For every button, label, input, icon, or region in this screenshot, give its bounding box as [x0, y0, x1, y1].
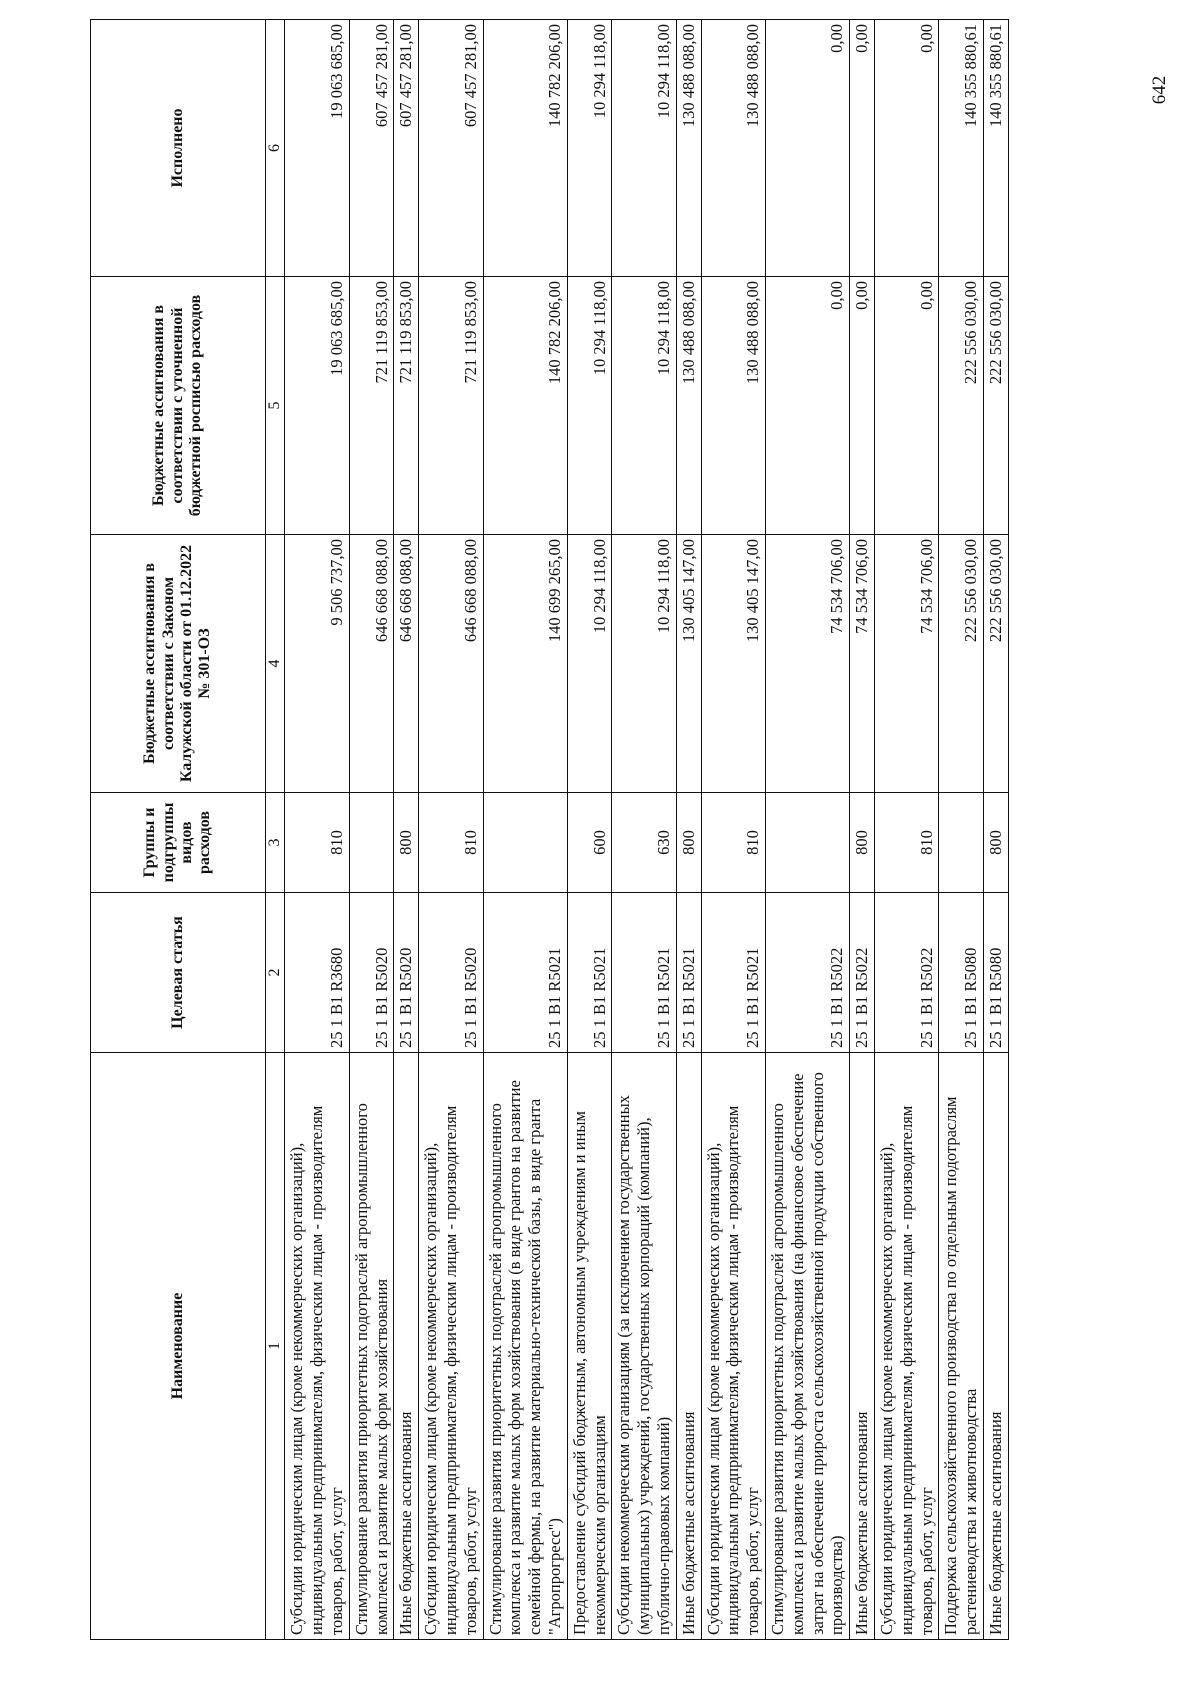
row-target-code-cell: 25 1 B1 R5022: [850, 893, 875, 1053]
row-name-cell: Иные бюджетные ассигнования: [394, 1053, 419, 1640]
row-law-amount-cell: 646 668 088,00: [394, 535, 419, 793]
row-name-cell: Иные бюджетные ассигнования: [676, 1053, 701, 1640]
row-name-cell: Стимулирование развития приоритетных подотраслей агропромышленного комплекса и развитие малых форм хозяйствования (на финансовое обеспечение затрат на обеспечение прироста сельскохозяйственной продукции собственного производства): [765, 1053, 849, 1640]
table-body: [285, 20, 1008, 1640]
row-law-amount-cell: 646 668 088,00: [349, 535, 394, 793]
row-executed-amount-cell: 130 488 088,00: [676, 20, 701, 277]
row-target-code-cell: 25 1 B1 R5021: [676, 893, 701, 1053]
row-refined-amount-cell: 721 119 853,00: [394, 277, 419, 535]
row-group-cell: 600: [567, 793, 612, 893]
column-number: 4: [266, 535, 285, 793]
table-row: [939, 20, 984, 1640]
column-number-row: [266, 20, 285, 1640]
table-row: [419, 20, 483, 1640]
row-executed-amount-cell: 19 063 685,00: [285, 20, 349, 277]
row-group-cell: 630: [612, 793, 676, 893]
row-target-code-cell: 25 1 B1 R5022: [765, 893, 849, 1053]
row-name-cell: Иные бюджетные ассигнования: [850, 1053, 875, 1640]
row-executed-amount-cell: 130 488 088,00: [701, 20, 765, 277]
row-law-amount-cell: 222 556 030,00: [983, 535, 1008, 793]
table-row: [567, 20, 612, 1640]
row-law-amount-cell: 10 294 118,00: [612, 535, 676, 793]
row-target-code-cell: 25 1 B1 R5022: [874, 893, 938, 1053]
row-refined-amount-cell: 140 782 206,00: [483, 277, 567, 535]
row-group-cell: 810: [874, 793, 938, 893]
row-group-cell: 810: [419, 793, 483, 893]
row-target-code-cell: 25 1 B1 R5020: [349, 893, 394, 1053]
row-law-amount-cell: 130 405 147,00: [676, 535, 701, 793]
table-row: [394, 20, 419, 1640]
column-number: 1: [266, 1053, 285, 1640]
row-name-cell: Субсидии юридическим лицам (кроме некоммерческих организаций), индивидуальным предпринимателям, физическим лицам - производителям товаров, работ, услуг: [874, 1053, 938, 1640]
row-refined-amount-cell: 10 294 118,00: [612, 277, 676, 535]
row-target-code-cell: 25 1 B1 R5020: [394, 893, 419, 1053]
row-target-code-cell: 25 1 B1 R5021: [483, 893, 567, 1053]
row-group-cell: 800: [394, 793, 419, 893]
table-row: [676, 20, 701, 1640]
row-law-amount-cell: 9 506 737,00: [285, 535, 349, 793]
row-refined-amount-cell: 0,00: [874, 277, 938, 535]
row-target-code-cell: 25 1 B1 R5021: [567, 893, 612, 1053]
table-row: [701, 20, 765, 1640]
page-number: 642: [1149, 75, 1170, 105]
row-executed-amount-cell: 10 294 118,00: [612, 20, 676, 277]
row-name-cell: Субсидии юридическим лицам (кроме некоммерческих организаций), индивидуальным предпринимателям, физическим лицам - производителям товаров, работ, услуг: [419, 1053, 483, 1640]
column-number: 2: [266, 893, 285, 1053]
table-row: [349, 20, 394, 1640]
row-executed-amount-cell: 607 457 281,00: [394, 20, 419, 277]
row-law-amount-cell: 222 556 030,00: [939, 535, 984, 793]
header-refined: Бюджетные ассигнования в соответствии с уточненной бюджетной росписью расходов: [91, 277, 266, 535]
row-target-code-cell: 25 1 B1 R5080: [983, 893, 1008, 1053]
table-row: [285, 20, 349, 1640]
row-group-cell: [349, 793, 394, 893]
row-name-cell: Субсидии некоммерческим организациям (за исключением государственных (муниципальных) учреждений, государственных корпораций (компаний), публично-правовых компаний): [612, 1053, 676, 1640]
header-target: Целевая статья: [91, 893, 266, 1053]
row-refined-amount-cell: 721 119 853,00: [419, 277, 483, 535]
row-target-code-cell: 25 1 B1 R3680: [285, 893, 349, 1053]
table-row: [850, 20, 875, 1640]
header-name: Наименование: [91, 1053, 266, 1640]
row-law-amount-cell: 140 699 265,00: [483, 535, 567, 793]
row-law-amount-cell: 74 534 706,00: [874, 535, 938, 793]
row-target-code-cell: 25 1 B1 R5021: [612, 893, 676, 1053]
table-header-row: [91, 20, 266, 1640]
row-refined-amount-cell: 130 488 088,00: [676, 277, 701, 535]
row-name-cell: Иные бюджетные ассигнования: [983, 1053, 1008, 1640]
column-number: 3: [266, 793, 285, 893]
row-executed-amount-cell: 10 294 118,00: [567, 20, 612, 277]
column-number: 6: [266, 20, 285, 277]
row-executed-amount-cell: 607 457 281,00: [349, 20, 394, 277]
row-refined-amount-cell: 19 063 685,00: [285, 277, 349, 535]
row-refined-amount-cell: 0,00: [765, 277, 849, 535]
row-group-cell: 810: [285, 793, 349, 893]
row-law-amount-cell: 130 405 147,00: [701, 535, 765, 793]
row-group-cell: [765, 793, 849, 893]
header-executed: Исполнено: [91, 20, 266, 277]
row-name-cell: Предоставление субсидий бюджетным, автономным учреждениям и иным некоммерческим организациям: [567, 1053, 612, 1640]
row-name-cell: Субсидии юридическим лицам (кроме некоммерческих организаций), индивидуальным предпринимателям, физическим лицам - производителям товаров, работ, услуг: [285, 1053, 349, 1640]
row-law-amount-cell: 74 534 706,00: [850, 535, 875, 793]
row-executed-amount-cell: 140 782 206,00: [483, 20, 567, 277]
budget-table: [90, 19, 1009, 1640]
table-row: [612, 20, 676, 1640]
row-executed-amount-cell: 607 457 281,00: [419, 20, 483, 277]
row-executed-amount-cell: 140 355 880,61: [983, 20, 1008, 277]
row-refined-amount-cell: 130 488 088,00: [701, 277, 765, 535]
row-name-cell: Стимулирование развития приоритетных подотраслей агропромышленного комплекса и развитие малых форм хозяйствования (в виде грантов на развитие семейной фермы, на развитие материально-технической базы, в виде гранта "Агропрогресс"): [483, 1053, 567, 1640]
row-executed-amount-cell: 0,00: [874, 20, 938, 277]
row-refined-amount-cell: 222 556 030,00: [939, 277, 984, 535]
row-refined-amount-cell: 10 294 118,00: [567, 277, 612, 535]
row-executed-amount-cell: 0,00: [765, 20, 849, 277]
table-row: [874, 20, 938, 1640]
row-target-code-cell: 25 1 B1 R5080: [939, 893, 984, 1053]
table-row: [983, 20, 1008, 1640]
row-law-amount-cell: 74 534 706,00: [765, 535, 849, 793]
row-law-amount-cell: 10 294 118,00: [567, 535, 612, 793]
row-name-cell: Субсидии юридическим лицам (кроме некоммерческих организаций), индивидуальным предпринимателям, физическим лицам - производителям товаров, работ, услуг: [701, 1053, 765, 1640]
row-name-cell: Поддержка сельскохозяйственного производства по отдельным подотраслям растениеводства и животноводства: [939, 1053, 984, 1640]
row-target-code-cell: 25 1 B1 R5020: [419, 893, 483, 1053]
row-group-cell: 800: [676, 793, 701, 893]
rotated-table-container: [90, 20, 1100, 1640]
row-group-cell: 810: [701, 793, 765, 893]
table-row: [765, 20, 849, 1640]
row-executed-amount-cell: 0,00: [850, 20, 875, 277]
row-refined-amount-cell: 222 556 030,00: [983, 277, 1008, 535]
row-group-cell: [483, 793, 567, 893]
row-target-code-cell: 25 1 B1 R5021: [701, 893, 765, 1053]
row-name-cell: Стимулирование развития приоритетных подотраслей агропромышленного комплекса и развитие малых форм хозяйствования: [349, 1053, 394, 1640]
header-group: Группы и подгруппы видов расходов: [91, 793, 266, 893]
header-law: Бюджетные ассигнования в соответствии с Законом Калужской области от 01.12.2022 № 301-ОЗ: [91, 535, 266, 793]
row-group-cell: 800: [983, 793, 1008, 893]
column-number: 5: [266, 277, 285, 535]
row-law-amount-cell: 646 668 088,00: [419, 535, 483, 793]
row-group-cell: [939, 793, 984, 893]
table-row: [483, 20, 567, 1640]
row-refined-amount-cell: 721 119 853,00: [349, 277, 394, 535]
row-refined-amount-cell: 0,00: [850, 277, 875, 535]
row-group-cell: 800: [850, 793, 875, 893]
row-executed-amount-cell: 140 355 880,61: [939, 20, 984, 277]
